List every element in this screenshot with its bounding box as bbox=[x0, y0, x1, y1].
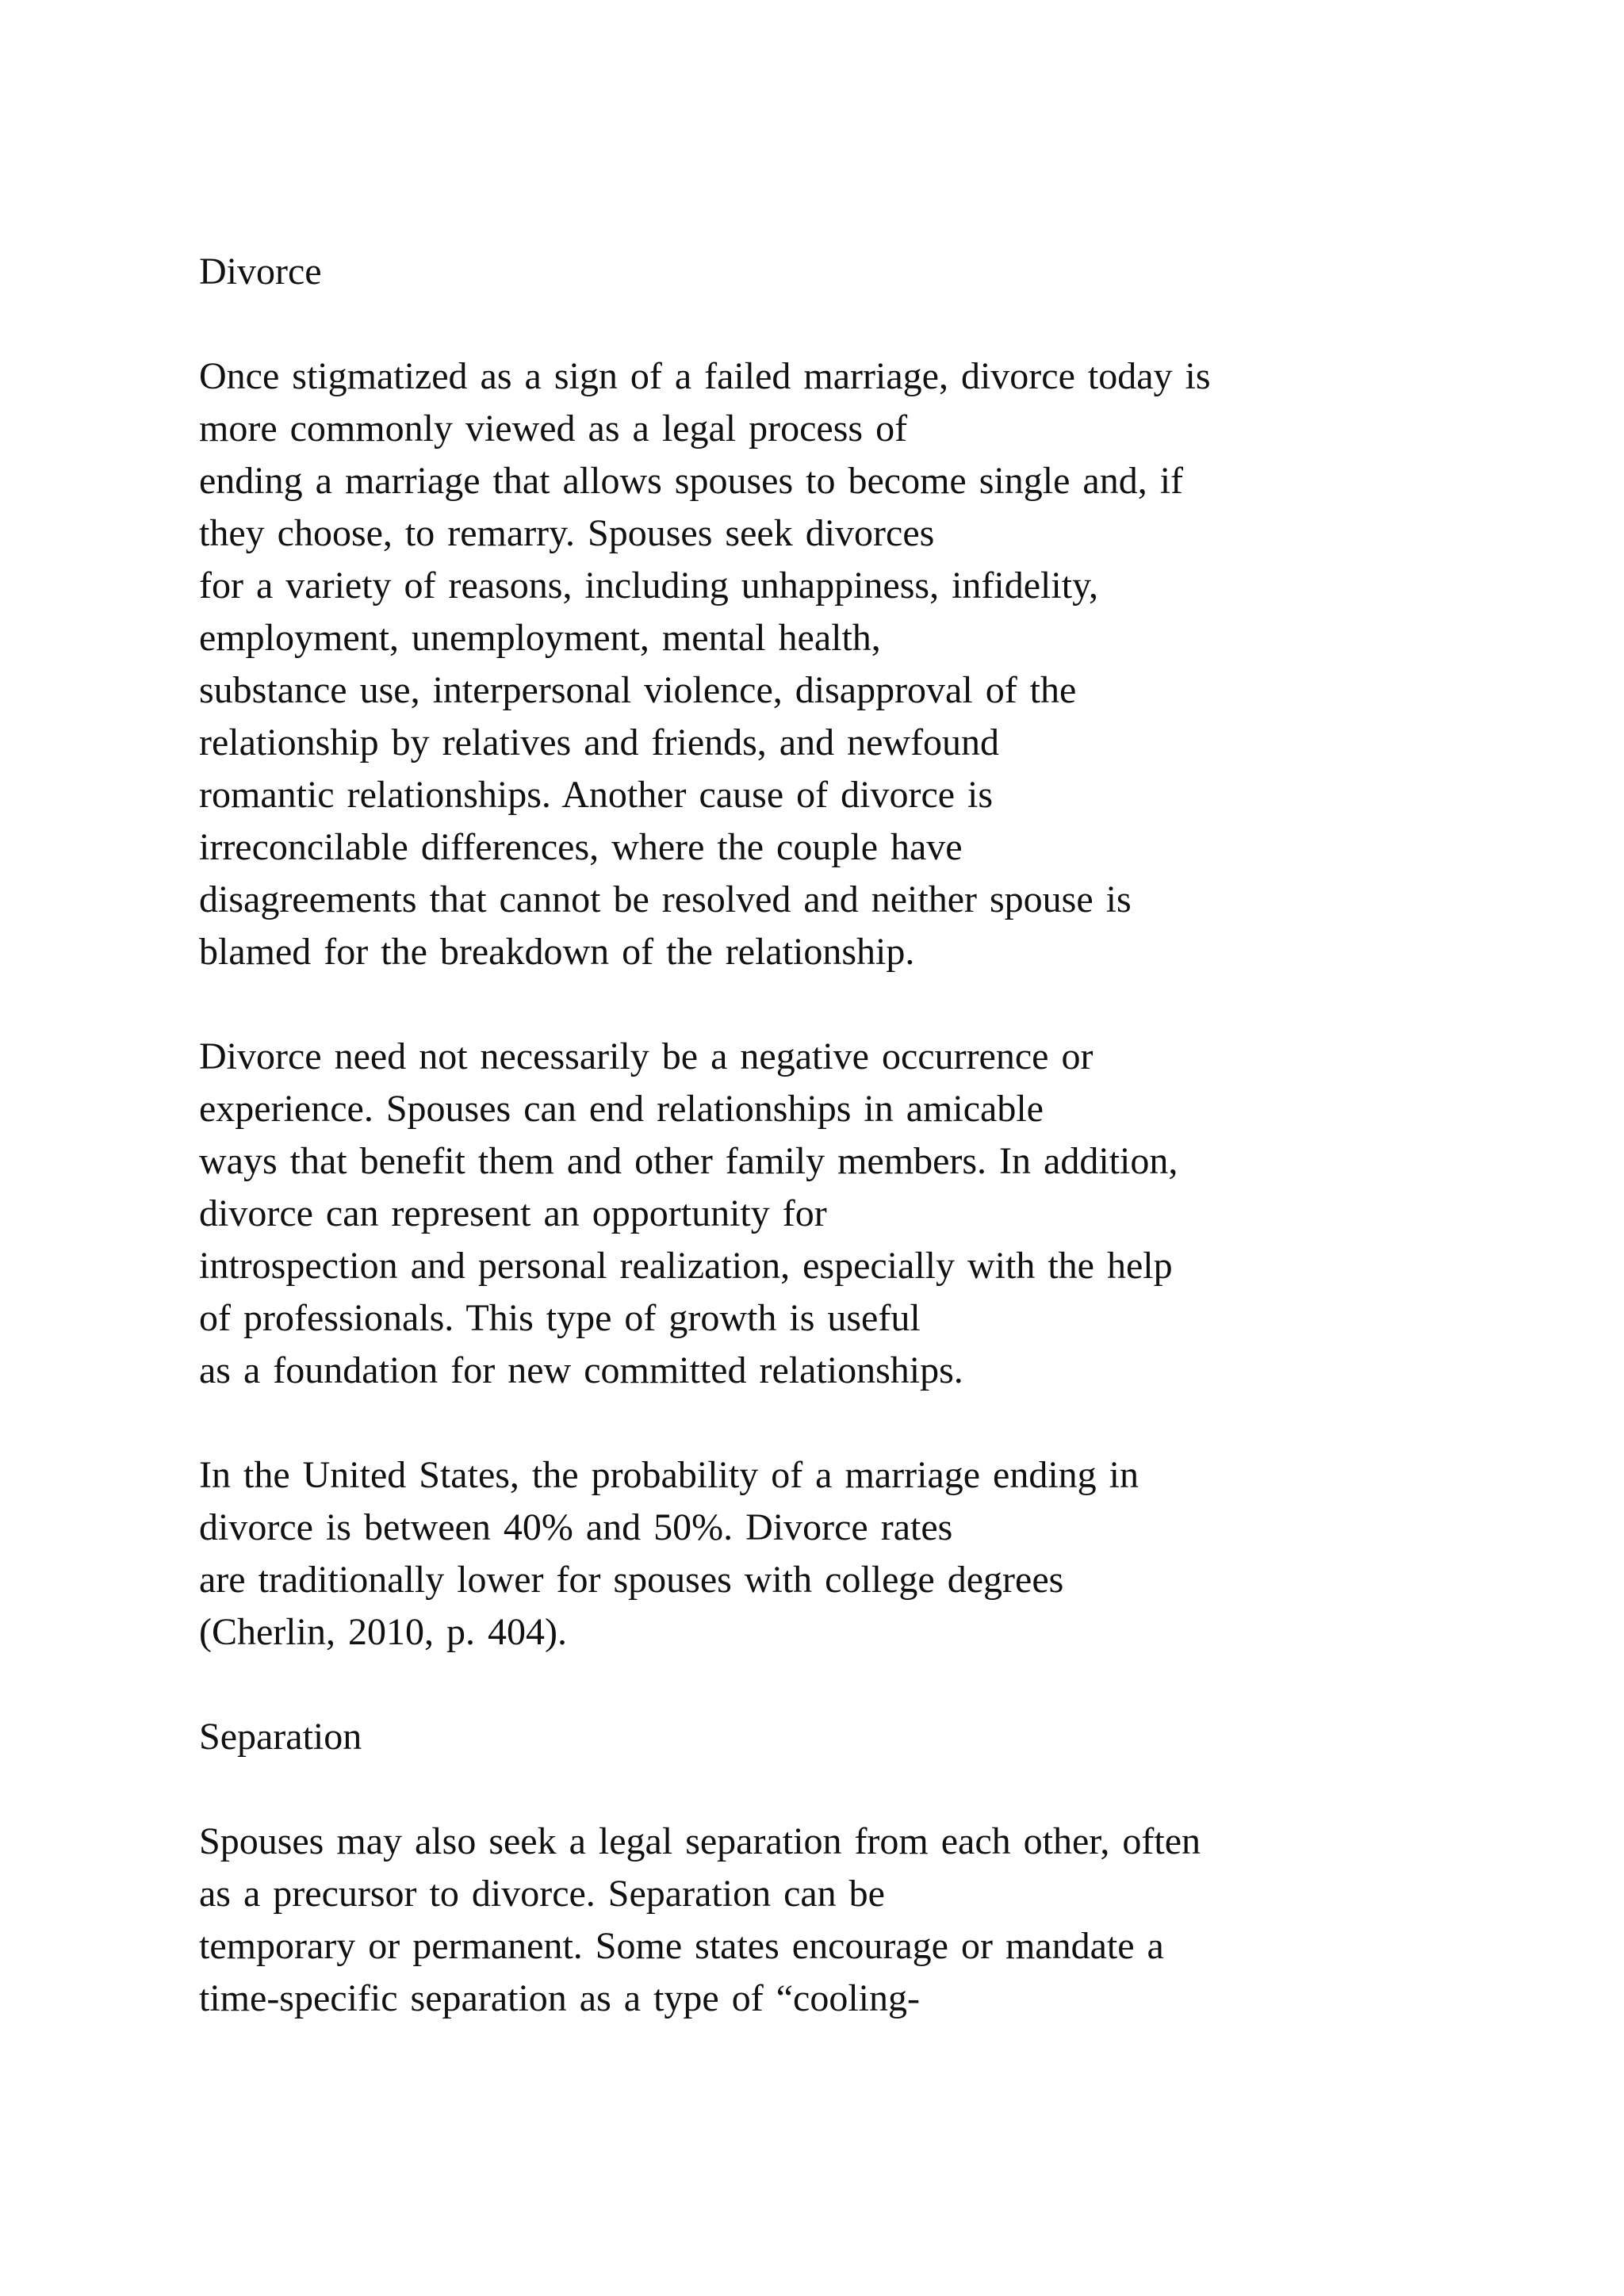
section-heading-separation: Separation bbox=[199, 1716, 362, 1758]
text-line: they choose, to remarry. Spouses seek divorces bbox=[199, 512, 935, 554]
text-line: relationship by relatives and friends, and newfound bbox=[199, 721, 1000, 763]
text-line: In the United States, the probability of a marriage ending in bbox=[199, 1454, 1139, 1496]
text-line: romantic relationships. Another cause of divorce is bbox=[199, 774, 994, 816]
text-line: of professionals. This type of growth is useful bbox=[199, 1297, 921, 1339]
paragraph-spacer bbox=[199, 1397, 1507, 1449]
text-line: divorce is between 40% and 50%. Divorce rates bbox=[199, 1506, 953, 1548]
text-line: Spouses may also seek a legal separation from each other, often bbox=[199, 1820, 1201, 1862]
text-line: divorce can represent an opportunity for bbox=[199, 1192, 827, 1234]
text-line: blamed for the breakdown of the relationship. bbox=[199, 931, 915, 973]
text-line: disagreements that cannot be resolved and neither spouse is bbox=[199, 878, 1132, 920]
text-line: ways that benefit them and other family members. In addition, bbox=[199, 1140, 1178, 1182]
text-line: Once stigmatized as a sign of a failed marriage, divorce today is bbox=[199, 355, 1211, 397]
text-line: more commonly viewed as a legal process of bbox=[199, 408, 908, 450]
text-line: introspection and personal realization, especially with the help bbox=[199, 1245, 1173, 1287]
text-line: temporary or permanent. Some states encourage or mandate a bbox=[199, 1925, 1164, 1967]
text-line: irreconcilable differences, where the couple have bbox=[199, 826, 963, 868]
paragraph-divorce-statistics bbox=[199, 1449, 1507, 1659]
text-line: Divorce need not necessarily be a negative occurrence or bbox=[199, 1035, 1094, 1077]
document-body bbox=[199, 246, 1507, 2025]
text-line: as a precursor to divorce. Separation can be bbox=[199, 1873, 885, 1915]
paragraph-spacer bbox=[199, 1763, 1507, 1816]
text-line: for a variety of reasons, including unhappiness, infidelity, bbox=[199, 564, 1098, 607]
text-line: employment, unemployment, mental health, bbox=[199, 617, 881, 659]
paragraph-separation bbox=[199, 1816, 1507, 2025]
text-line: (Cherlin, 2010, p. 404). bbox=[199, 1611, 567, 1653]
text-line: are traditionally lower for spouses with college degrees bbox=[199, 1559, 1064, 1601]
paragraph-divorce-definition bbox=[199, 350, 1507, 978]
text-line: substance use, interpersonal violence, disapproval of the bbox=[199, 669, 1077, 711]
paragraph-spacer bbox=[199, 298, 1507, 350]
section-heading-divorce: Divorce bbox=[199, 251, 322, 293]
paragraph-spacer bbox=[199, 978, 1507, 1031]
text-line: ending a marriage that allows spouses to become single and, if bbox=[199, 460, 1184, 502]
paragraph-divorce-positive bbox=[199, 1031, 1507, 1397]
text-line: time-specific separation as a type of “cooling- bbox=[199, 1977, 920, 2019]
text-line: as a foundation for new committed relationships. bbox=[199, 1349, 963, 1391]
text-line: experience. Spouses can end relationships in amicable bbox=[199, 1088, 1044, 1130]
paragraph-spacer bbox=[199, 1659, 1507, 1711]
